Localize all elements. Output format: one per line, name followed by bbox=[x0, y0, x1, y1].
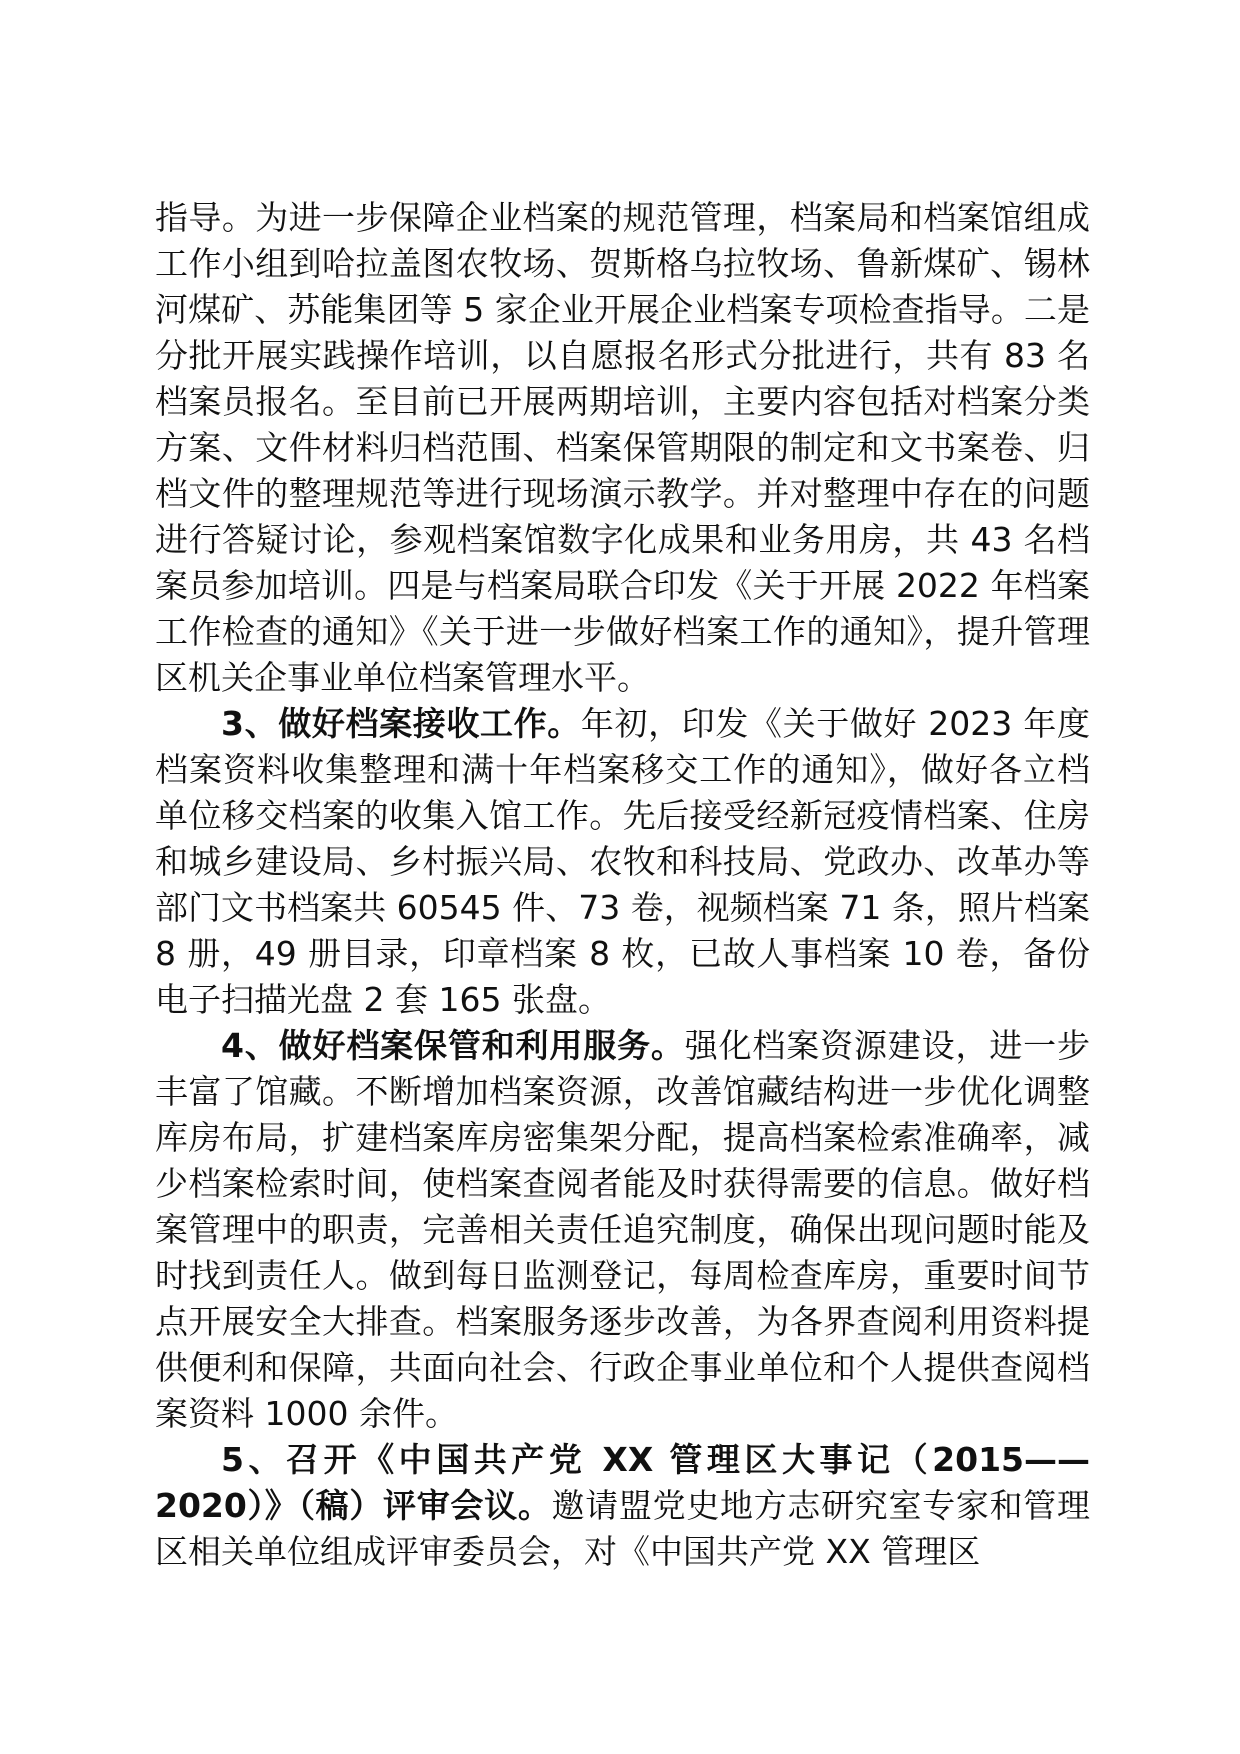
paragraph-body: 指导。为进一步保障企业档案的规范管理，档案局和档案馆组成工作小组到哈拉盖图农牧场、贺斯格乌拉牧场、鲁新煤矿、锡林河煤矿、苏能集团等 5 家企业开展企业档案专项检查指导。二是分批开展实践操作培训，以自愿报名形式分批进行，共有 83 名档案员报名。至目前已开展两期培训，主要内容包括对档案分类方案、文件材料归档范围、档案保管期限的制定和文书案卷、归档文件的整理规范等进行现场演示教学。并对整理中存在的问题进行答疑讨论，参观档案馆数字化成果和业务用房，共 43 名档案员参加培训。四是与档案局联合印发《关于开展 2022 年档案工作检查的通知》《关于进一步做好档案工作的通知》，提升管理区机关企事业单位档案管理水平。 bbox=[155, 198, 1090, 697]
paragraph-body: 邀请盟党史地方志研究室专家和管理区相关单位组成评审委员会，对《中国共产党 XX 管理区 bbox=[155, 1486, 1090, 1571]
paragraph-archive-receiving bbox=[155, 701, 1090, 1023]
paragraph-body: 强化档案资源建设，进一步丰富了馆藏。不断增加档案资源，改善馆藏结构进一步优化调整库房布局，扩建档案库房密集架分配，提高档案检索准确率，减少档案检索时间，使档案查阅者能及时获得需要的信息。做好档案管理中的职责，完善相关责任追究制度，确保出现问题时能及时找到责任人。做到每日监测登记，每周检查库房，重要时间节点开展安全大排查。档案服务逐步改善，为各界查阅利用资料提供便利和保障，共面向社会、行政企事业单位和个人提供查阅档案资料 1000 余件。 bbox=[155, 1026, 1091, 1433]
document-page bbox=[155, 195, 1090, 1575]
paragraph-body: 年初，印发《关于做好 2023 年度档案资料收集整理和满十年档案移交工作的通知》，做好各立档单位移交档案的收集入馆工作。先后接受经新冠疫情档案、住房和城乡建设局、乡村振兴局、农牧和科技局、党政办、改革办等部门文书档案共 60545 件、73 卷，视频档案 71 条，照片档案 8 册，49 册目录，印章档案 8 枚，已故人事档案 10 卷，备份电子扫描光盘 2 套 165 张盘。 bbox=[155, 704, 1090, 1019]
paragraph-review-meeting bbox=[155, 1437, 1090, 1575]
paragraph-archive-storage bbox=[155, 1023, 1090, 1437]
paragraph-heading: 4、做好档案保管和利用服务。 bbox=[221, 1026, 685, 1065]
paragraph-heading: 5、召开《中国共产党 XX 管理区大事记（2015——2020）》（稿）评审会议。 bbox=[155, 1440, 1090, 1525]
paragraph-heading: 3、做好档案接收工作。 bbox=[221, 704, 581, 743]
paragraph-continuation bbox=[155, 195, 1090, 701]
